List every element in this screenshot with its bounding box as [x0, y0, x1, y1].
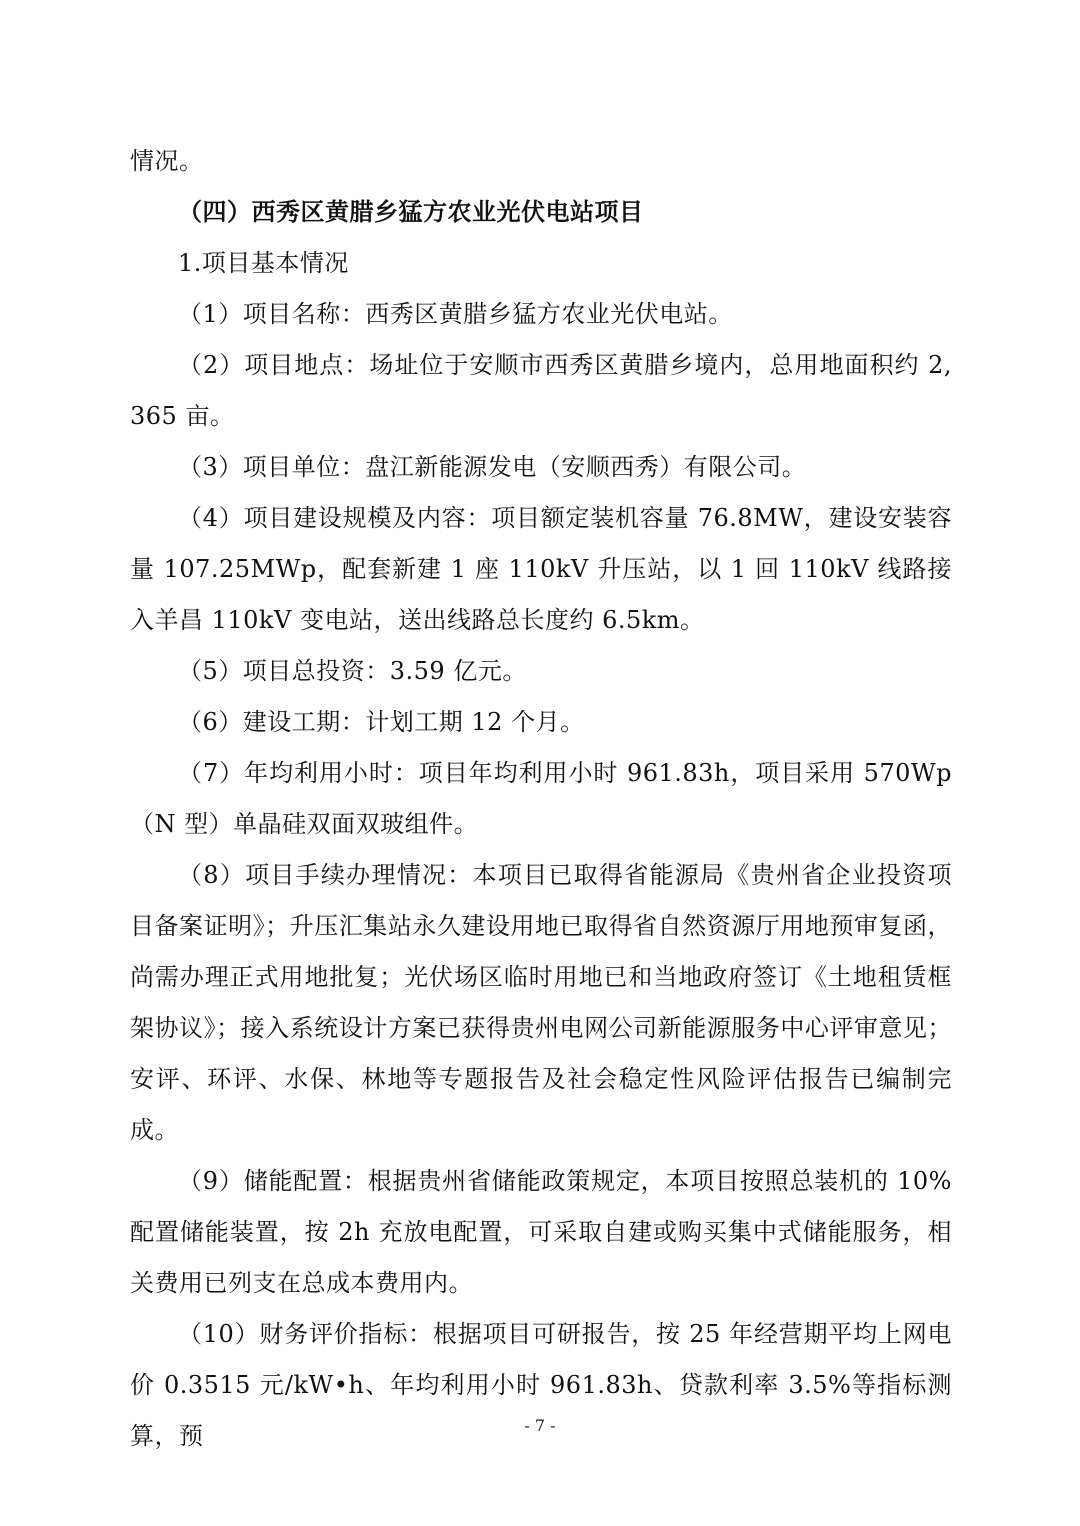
item-project-scale: （4）项目建设规模及内容：项目额定装机容量 76.8MW，建设安装容量 107.25MWp，配套新建 1 座 110kV 升压站，以 1 回 110kV 线路接入羊昌 110kV 变电站，送出线路总长度约 6.5km。 [130, 504, 952, 634]
section-heading: （四）西秀区黄腊乡猛方农业光伏电站项目 [178, 198, 644, 226]
item-financial-indicators: （10）财务评价指标：根据项目可研报告，按 25 年经营期平均上网电价 0.3515 元/kW•h、年均利用小时 961.83h、贷款利率 3.5%等指标测算，预 [130, 1320, 952, 1450]
subsection-title: 1.项目基本情况 [178, 249, 349, 277]
item-energy-storage: （9）储能配置：根据贵州省储能政策规定，本项目按照总装机的 10%配置储能装置，按 2h 充放电配置，可采取自建或购买集中式储能服务，相关费用已列支在总成本费用内。 [130, 1167, 952, 1297]
item-project-name: （1）项目名称：西秀区黄腊乡猛方农业光伏电站。 [178, 300, 733, 328]
document-body [130, 136, 952, 1462]
item-procedures: （8）项目手续办理情况：本项目已取得省能源局《贵州省企业投资项目备案证明》；升压汇集站永久建设用地已取得省自然资源厅用地预审复函，尚需办理正式用地批复；光伏场区临时用地已和当地政府签订《土地租赁框架协议》；接入系统设计方案已获得贵州电网公司新能源服务中心评审意见；安评、环评、水保、林地等专题报告及社会稳定性风险评估报告已编制完成。 [130, 861, 952, 1144]
item-total-investment: （5）项目总投资：3.59 亿元。 [178, 657, 527, 685]
item-annual-hours: （7）年均利用小时：项目年均利用小时 961.83h，项目采用 570Wp（N 型）单晶硅双面双玻组件。 [130, 759, 952, 838]
item-project-location: （2）项目地点：场址位于安顺市西秀区黄腊乡境内，总用地面积约 2,365 亩。 [130, 351, 952, 430]
item-project-unit: （3）项目单位：盘江新能源发电（安顺西秀）有限公司。 [178, 453, 807, 481]
continued-paragraph: 情况。 [130, 147, 204, 175]
page-number: - 7 - [524, 1416, 556, 1435]
item-construction-period: （6）建设工期：计划工期 12 个月。 [178, 708, 585, 736]
